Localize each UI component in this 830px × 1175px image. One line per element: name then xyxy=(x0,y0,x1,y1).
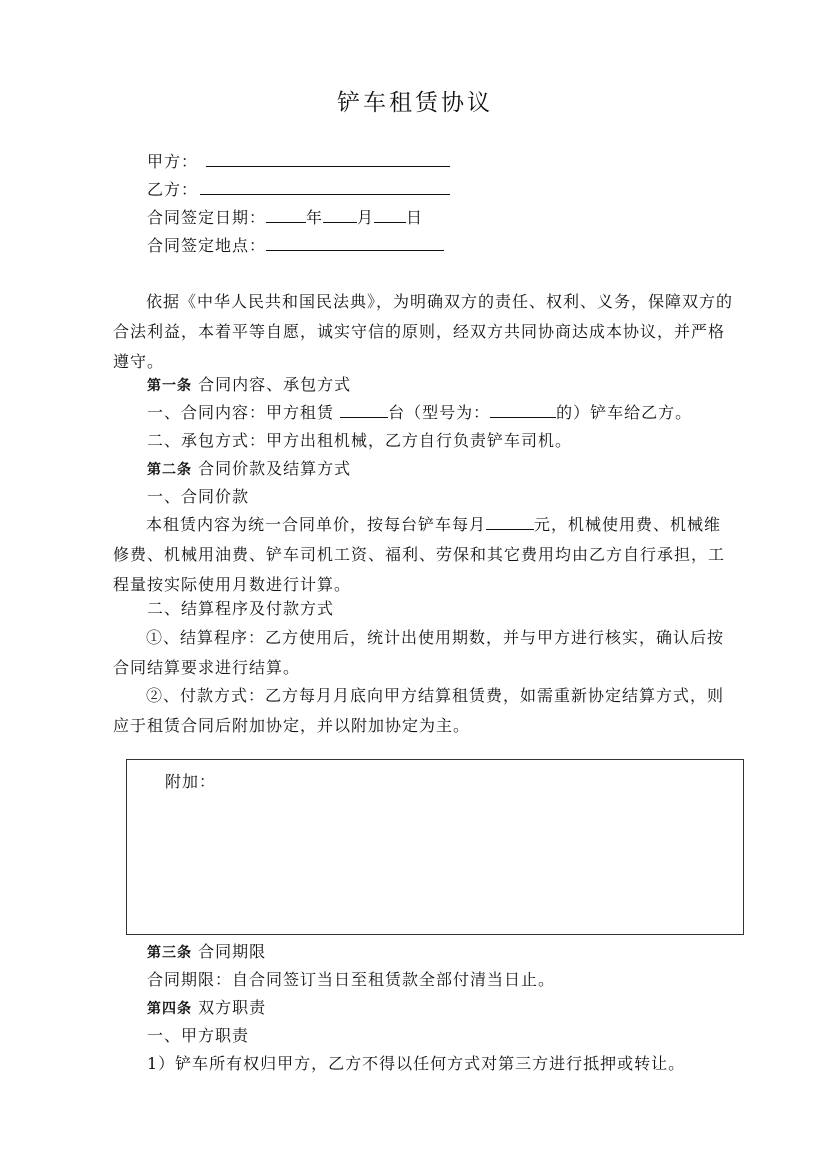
intro-paragraph: 依据《中华人民共和国民法典》，为明确双方的责任、权利、义务，保障双方的合法利益，本着平等自愿，诚实守信的原则，经双方共同协商达成本协议，并严格遵守。 xyxy=(113,292,734,371)
year-label: 年 xyxy=(306,208,324,227)
addendum-box xyxy=(126,759,744,935)
article-1-title: 合同内容、承包方式 xyxy=(198,375,352,394)
day-blank xyxy=(374,204,406,223)
contract-price-subheading: 一、合同价款 xyxy=(147,487,250,506)
year-blank xyxy=(266,204,306,223)
article-1-number: 第一条 xyxy=(147,378,192,394)
article-4-heading xyxy=(147,994,266,1023)
sign-place-line xyxy=(147,232,444,260)
month-blank xyxy=(323,204,357,223)
article-1-line-1 xyxy=(147,399,692,427)
article-3-heading xyxy=(147,938,266,967)
sign-date-label: 合同签定日期： xyxy=(147,208,267,227)
article-4-number: 第四条 xyxy=(147,1001,192,1017)
payment-method: ②、付款方式：乙方每月月底向甲方结算租赁费，如需重新协定结算方式，则应于租赁合同后附加协定，并以附加协定为主。 xyxy=(113,686,725,735)
settlement-procedure: ①、结算程序：乙方使用后，统计出使用期数，并与甲方进行核实，确认后按合同结算要求进行结算。 xyxy=(113,628,725,677)
article-1-heading xyxy=(147,371,351,400)
price-text-a: 本租赁内容为统一合同单价，按每台铲车每月 xyxy=(146,515,487,534)
settlement-subheading: 二、结算程序及付款方式 xyxy=(147,599,335,618)
day-label: 日 xyxy=(406,208,424,227)
model-blank xyxy=(490,399,556,418)
page-title: 铲车租赁协议 xyxy=(337,90,493,116)
party-a-blank xyxy=(206,148,450,167)
sign-place-label: 合同签定地点： xyxy=(147,236,267,255)
article-2-title: 合同价款及结算方式 xyxy=(198,459,352,478)
sign-place-blank xyxy=(266,232,444,251)
party-b-label: 乙方： xyxy=(147,180,199,199)
party-a-label: 甲方： xyxy=(147,152,199,171)
party-a-line xyxy=(147,148,450,176)
article-2-number: 第二条 xyxy=(147,462,192,478)
sign-date-line xyxy=(147,204,423,232)
article-2-heading xyxy=(147,455,351,484)
party-a-duty-1: 1）铲车所有权归甲方，乙方不得以任何方式对第三方进行抵押或转让。 xyxy=(147,1054,686,1073)
article-1-line-2: 二、承包方式：甲方出租机械，乙方自行负责铲车司机。 xyxy=(147,431,573,450)
model-label: 台（型号为： xyxy=(388,403,491,422)
article-3-number: 第三条 xyxy=(147,945,192,961)
contract-content-tail: 的）铲车给乙方。 xyxy=(556,403,693,422)
party-b-line xyxy=(147,176,450,204)
article-4-title: 双方职责 xyxy=(198,998,267,1017)
party-b-blank xyxy=(200,176,450,195)
contract-content-label: 一、合同内容：甲方租赁 xyxy=(147,403,341,422)
party-a-duties-subheading: 一、甲方职责 xyxy=(147,1026,250,1045)
price-text-b: 元，机械使用费、机械维修费、机械用油费、铲车司机工资、福利、劳保和其它费用均由乙方自行承担，工程量按实际使用月数进行计算。 xyxy=(113,515,726,594)
addendum-label: 附加： xyxy=(165,772,217,791)
contract-price-paragraph xyxy=(113,510,733,600)
quantity-blank xyxy=(340,399,388,418)
contract-term: 合同期限：自合同签订当日至租赁款全部付清当日止。 xyxy=(147,970,556,989)
monthly-price-blank xyxy=(486,511,534,530)
month-label: 月 xyxy=(357,208,375,227)
article-3-title: 合同期限 xyxy=(198,942,267,961)
